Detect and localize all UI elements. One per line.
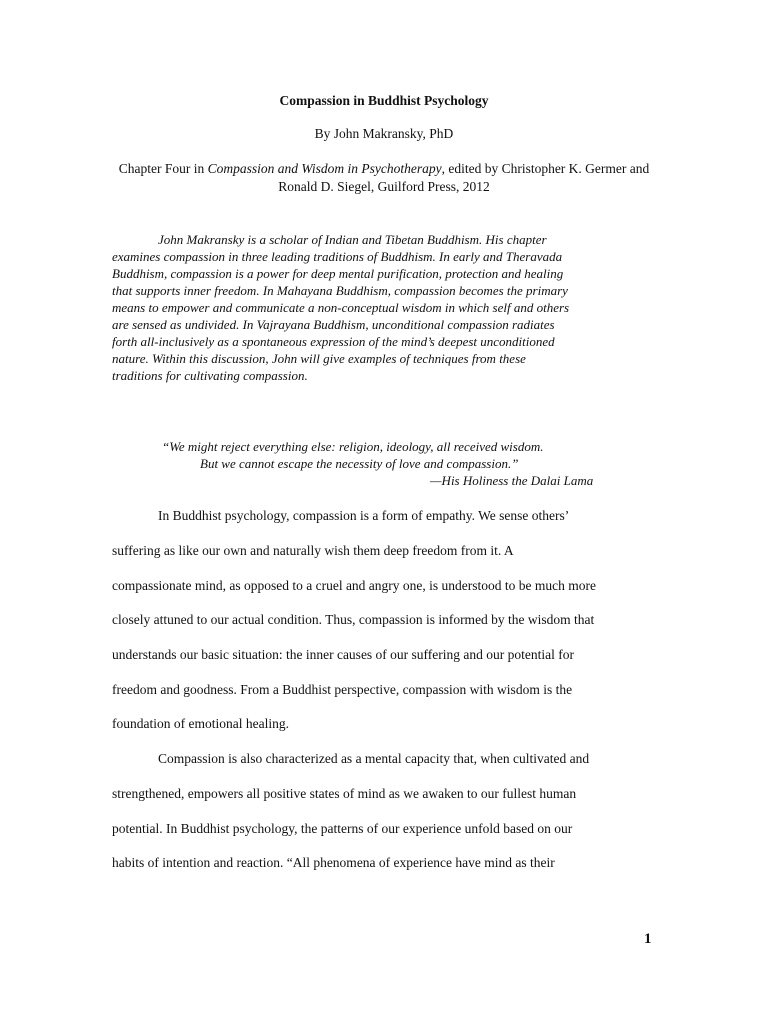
abstract-line: traditions for cultivating compassion.	[112, 368, 308, 383]
body-line: suffering as like our own and naturally wish them deep freedom from it. A	[112, 543, 514, 558]
book-title: Compassion and Wisdom in Psychotherapy	[207, 161, 442, 176]
abstract-line: that supports inner freedom. In Mahayana Buddhism, compassion becomes the primary	[112, 283, 568, 298]
body-line: strengthened, empowers all positive states of mind as we awaken to our fullest human	[112, 786, 577, 801]
abstract-line: John Makransky is a scholar of Indian and Tibetan Buddhism. His chapter	[158, 232, 547, 247]
body-line: Compassion is also characterized as a mental capacity that, when cultivated and	[158, 751, 590, 766]
body-line: habits of intention and reaction. “All phenomena of experience have mind as their	[112, 855, 555, 870]
chapter-citation	[110, 160, 658, 196]
abstract-line: forth all-inclusively as a spontaneous expression of the mind’s deepest unconditioned	[112, 334, 555, 349]
abstract-line: are sensed as undivided. In Vajrayana Buddhism, unconditional compassion radiates	[112, 317, 555, 332]
body-line: In Buddhist psychology, compassion is a form of empathy. We sense others’	[158, 508, 570, 523]
chapter-prefix: Chapter Four in	[118, 161, 208, 176]
author-line: By John Makransky, PhD	[314, 126, 454, 141]
body-line: freedom and goodness. From a Buddhist perspective, compassion with wisdom is the	[112, 682, 573, 697]
epigraph-attribution: —His Holiness the Dalai Lama	[430, 473, 594, 488]
body-line: closely attuned to our actual condition. Thus, compassion is informed by the wisdom that	[112, 612, 595, 627]
abstract-line: means to empower and communicate a non-conceptual wisdom in which self and others	[112, 300, 570, 315]
abstract-line: Buddhism, compassion is a power for deep mental purification, protection and healing	[112, 266, 564, 281]
epigraph-line: But we cannot escape the necessity of love and compassion.”	[200, 456, 519, 471]
chapter-suffix: , edited by Christopher K. Germer and Ronald D. Siegel, Guilford Press, 2012	[278, 161, 650, 194]
abstract-line: examines compassion in three leading traditions of Buddhism. In early and Theravada	[112, 249, 563, 264]
epigraph-line: “We might reject everything else: religion, ideology, all received wisdom.	[162, 439, 544, 454]
body-line: understands our basic situation: the inner causes of our suffering and our potential for	[112, 647, 575, 662]
abstract-line: nature. Within this discussion, John will give examples of techniques from these	[112, 351, 526, 366]
body-line: compassionate mind, as opposed to a cruel and angry one, is understood to be much more	[112, 578, 597, 593]
body-line: potential. In Buddhist psychology, the patterns of our experience unfold based on our	[112, 821, 573, 836]
body-line: foundation of emotional healing.	[112, 716, 289, 731]
page-number: 1	[644, 931, 652, 947]
document-title: Compassion in Buddhist Psychology	[279, 93, 489, 108]
